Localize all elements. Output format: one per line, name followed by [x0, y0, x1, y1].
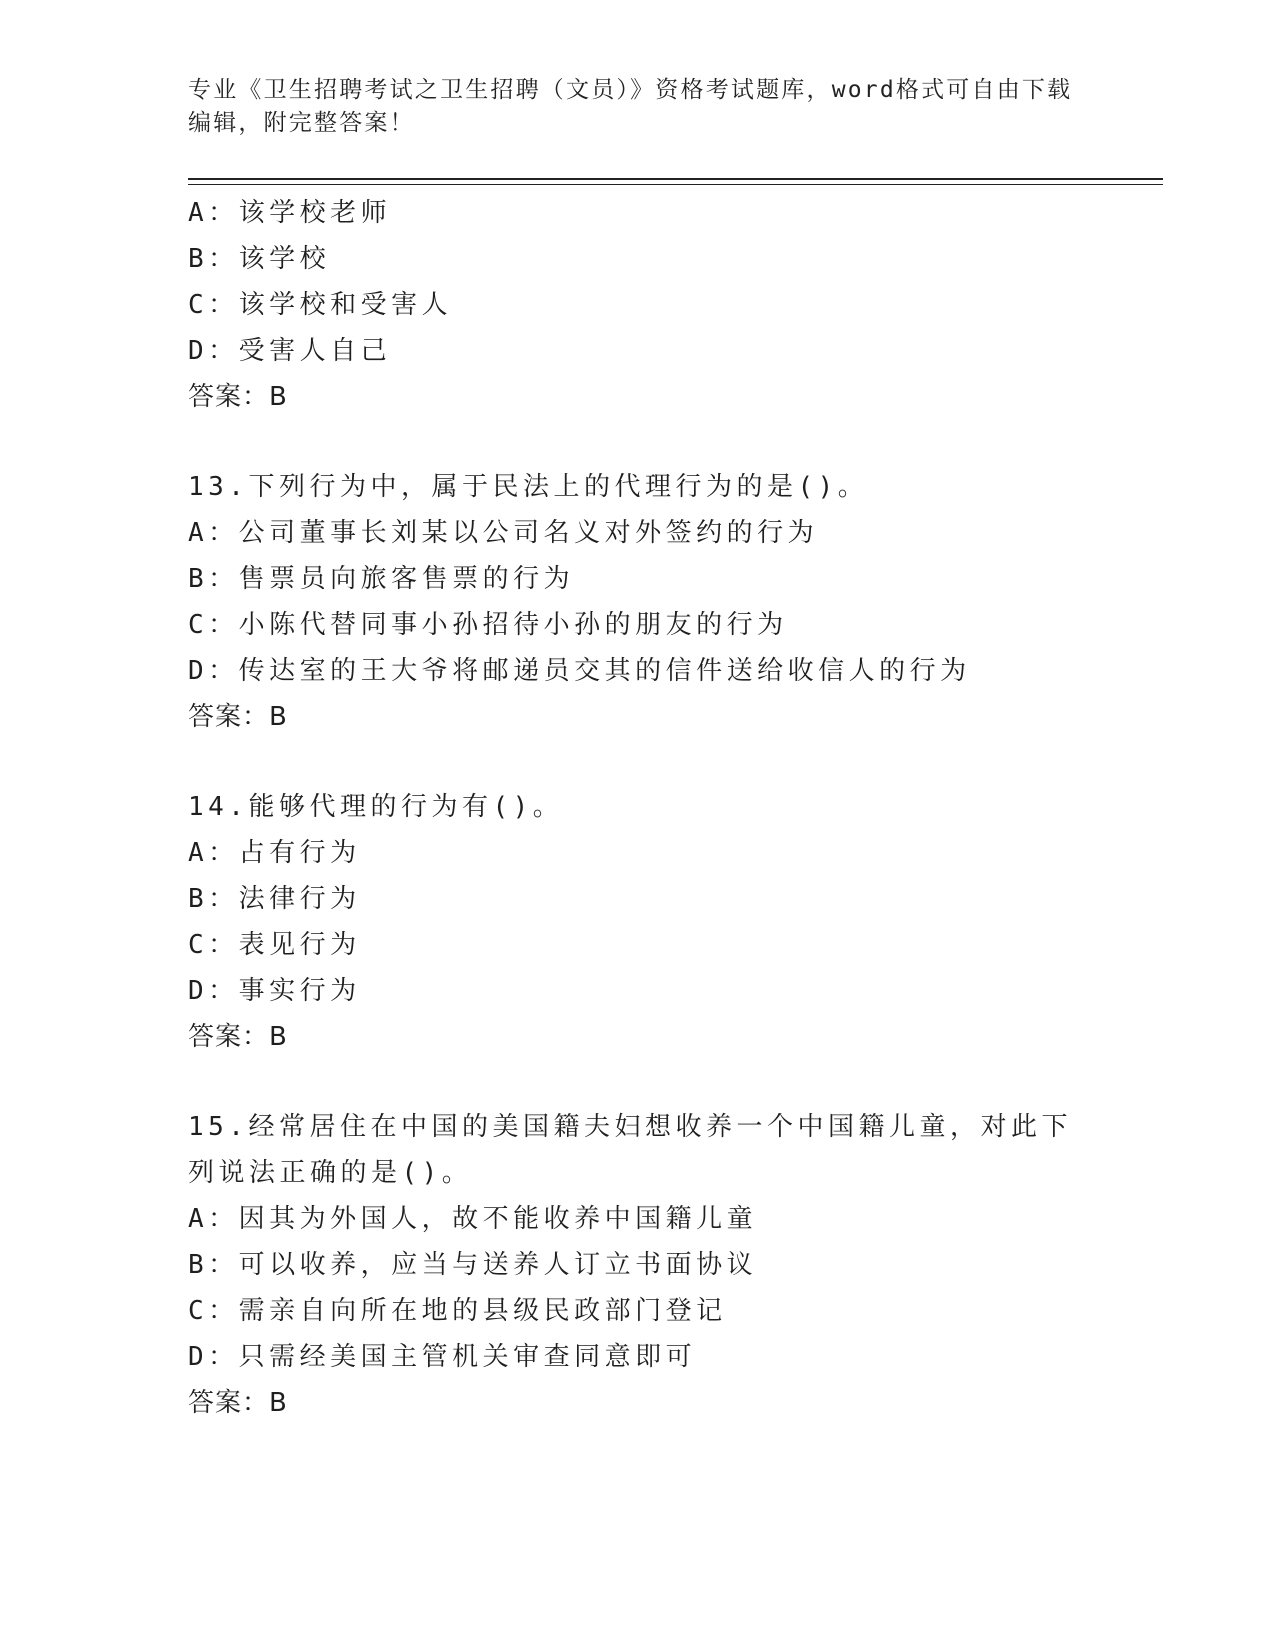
answer: 答案：B: [188, 382, 288, 412]
option-b: B：法律行为: [188, 884, 361, 914]
header-divider: [188, 178, 1163, 180]
document-header: 专业《卫生招聘考试之卫生招聘（文员）》资格考试题库，word格式可自由下载编辑，附完整答案！: [188, 77, 1073, 136]
question-title: 13.下列行为中，属于民法上的代理行为的是()。: [188, 472, 869, 502]
question-12-continued: [188, 190, 1128, 420]
option-c: C：表见行为: [188, 930, 361, 960]
option-d: D：受害人自己: [188, 336, 392, 366]
question-15: [188, 1104, 1128, 1426]
option-d: D：只需经美国主管机关审查同意即可: [188, 1342, 697, 1372]
option-d: D：传达室的王大爷将邮递员交其的信件送给收信人的行为: [188, 656, 971, 686]
answer: 答案：B: [188, 1022, 288, 1052]
option-a: A：因其为外国人，故不能收养中国籍儿童: [188, 1204, 758, 1234]
question-title: 15.经常居住在中国的美国籍夫妇想收养一个中国籍儿童，对此下列说法正确的是()。: [188, 1112, 1072, 1188]
answer: 答案：B: [188, 702, 288, 732]
question-14: [188, 784, 1128, 1060]
question-list: [188, 190, 1128, 1426]
option-a: A：公司董事长刘某以公司名义对外签约的行为: [188, 518, 819, 548]
question-title: 14.能够代理的行为有()。: [188, 792, 564, 822]
option-a: A：占有行为: [188, 838, 361, 868]
option-c: C：该学校和受害人: [188, 290, 453, 320]
option-c: C：需亲自向所在地的县级民政部门登记: [188, 1296, 727, 1326]
option-b: B：售票员向旅客售票的行为: [188, 564, 575, 594]
answer: 答案：B: [188, 1388, 288, 1418]
option-a: A：该学校老师: [188, 198, 392, 228]
header-divider-thin: [188, 184, 1163, 185]
option-d: D：事实行为: [188, 976, 361, 1006]
option-c: C：小陈代替同事小孙招待小孙的朋友的行为: [188, 610, 788, 640]
option-b: B：可以收养，应当与送养人订立书面协议: [188, 1250, 758, 1280]
option-b: B：该学校: [188, 244, 331, 274]
question-13: [188, 464, 1128, 740]
